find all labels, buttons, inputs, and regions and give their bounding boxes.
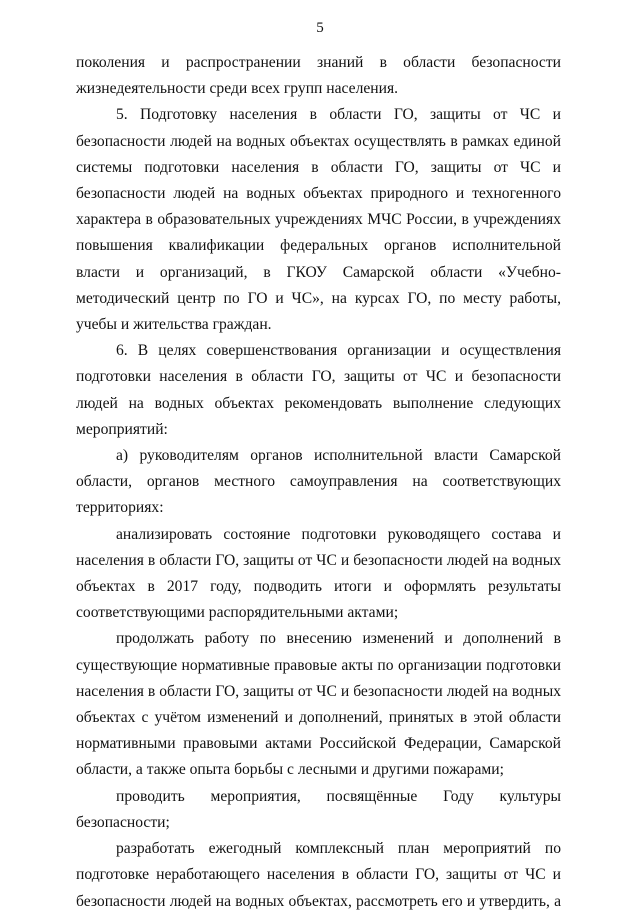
page-number: 5 — [316, 20, 324, 36]
paragraph-continuation: поколения и распространении знаний в области безопасности жизнедеятельности среди всех групп населения. — [76, 54, 561, 98]
paragraph-item-5: 5. Подготовку населения в области ГО, защиты от ЧС и безопасности людей на водных объектах осуществлять в рамках единой системы подготовки населения в области ГО, защиты от ЧС и безопасности людей на водных объектах природного и техногенного характера в образовательных учреждениях МЧС России, в учреждениях повышения квалификации федеральных органов исполнительной власти и организаций, в ГКОУ Самарской области «Учебно-методический центр по ГО и ЧС», на курсах ГО, по месту работы, учебы и жительства граждан. — [76, 106, 561, 334]
paragraph-continue-work: продолжать работу по внесению изменений и дополнений в существующие нормативные правовые акты по организации подготовки населения в области ГО, защиты от ЧС и безопасности людей на водных объектах с учётом изменений и дополнений, принятых в этой области нормативными правовыми актами Российской Федерации, Самарской области, а также опыта борьбы с лесными и другими пожарами; — [76, 630, 561, 779]
paragraph-culture-year: проводить мероприятия, посвящённые Году культуры безопасности; — [76, 787, 561, 831]
paragraph-item-6: 6. В целях совершенствования организации и осуществления подготовки населения в области ГО, защиты от ЧС и безопасности людей на водных объектах рекомендовать выполнение следующих мероприятий: — [76, 342, 561, 438]
paragraph-annual-plan: разработать ежегодный комплексный план мероприятий по подготовке неработающего населения в области ГО, защиты от ЧС и безопасности людей на водных объектах, рассмотреть его и утвердить, а — [76, 840, 561, 910]
paragraph-subitem-a: а) руководителям органов исполнительной власти Самарской области, органов местного самоуправления на соответствующих территориях: — [76, 447, 561, 517]
document-body — [76, 50, 561, 915]
paragraph-analyze: анализировать состояние подготовки руководящего состава и населения в области ГО, защиты от ЧС и безопасности людей на водных объектах в 2017 году, подводить итоги и оформлять результаты соответствующими распорядительными актами; — [76, 525, 561, 622]
